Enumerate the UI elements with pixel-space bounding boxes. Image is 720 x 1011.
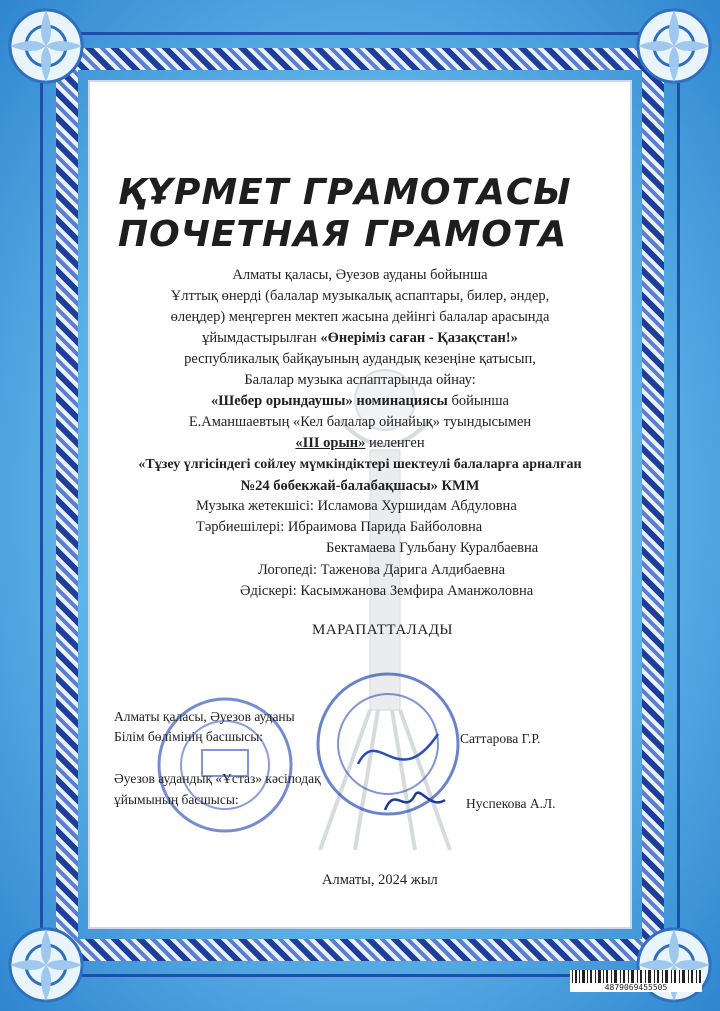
- barcode-icon: [570, 970, 702, 984]
- corner-ornament-icon: [632, 923, 716, 1007]
- union-line1: Әуезов аудандық «Ұстаз» кәсіподақ: [114, 771, 321, 786]
- body-line: «Шебер орындаушы» номинациясы бойынша: [211, 393, 509, 409]
- staff-methodist: Әдіскері: Касымжанова Земфира Аманжоловна: [240, 583, 534, 599]
- award-text: МАРАПАТТАЛАДЫ: [312, 622, 454, 638]
- corner-ornament-icon: [632, 4, 716, 88]
- body-line: өлеңдер) меңгерген мектеп жасына дейінгі балалар арасында: [170, 309, 550, 325]
- body-line: республикалық байқауының аудандық кезеңіне қатысып,: [184, 351, 536, 367]
- body-line: «Тұзеу үлгісіндегі сойлеу мүмкіндіктері шектеулі балаларға арналған: [138, 457, 582, 472]
- union-line2: ұйымының басшысы:: [114, 792, 239, 807]
- body-line: ұйымдастырылған «Өнеріміз саған - Қазақстан!»: [202, 330, 518, 346]
- body-line: Балалар музыка аспаптарында ойнау:: [244, 372, 476, 388]
- title-kazakh: ҚҰРМЕТ ГРАМОТАСЫ: [118, 172, 572, 213]
- dept-line2: Білім бөлімінің басшысы:: [114, 729, 264, 744]
- body-line: Алматы қаласы, Әуезов ауданы бойынша: [232, 267, 488, 283]
- body-line: №24 бөбекжай-балабақшасы» КММ: [240, 478, 480, 494]
- body-line: Е.Аманшаевтың «Кел балалар ойнайық» туындысымен: [188, 414, 532, 430]
- staff-speech-therapist: Логопеді: Таженова Дарига Алдибаевна: [258, 562, 506, 578]
- body-line: «III орын» иеленген: [295, 435, 425, 451]
- dept-line1: Алматы қаласы, Әуезов ауданы: [114, 709, 295, 724]
- staff-teacher-second: Бектамаева Гульбану Куралбаевна: [326, 540, 539, 556]
- body-line: Ұлттық өнерді (балалар музыкалық аспаптары, билер, әндер,: [170, 288, 550, 304]
- corner-ornament-icon: [4, 923, 88, 1007]
- footer-city-year: Алматы, 2024 жыл: [322, 872, 438, 888]
- staff-teachers: Тәрбиешілері: Ибраимова Парида Байболовна: [196, 519, 483, 535]
- title-russian: ПОЧЕТНАЯ ГРАМОТА: [118, 214, 568, 255]
- barcode-number: 4879069455505: [570, 983, 702, 992]
- union-head-name: Нуспекова А.Л.: [466, 796, 556, 811]
- dept-head-name: Саттарова Г.Р.: [460, 731, 541, 746]
- corner-ornament-icon: [4, 4, 88, 88]
- signature-icon: [380, 780, 450, 820]
- barcode: [570, 970, 702, 994]
- staff-music: Музыка жетекшісі: Исламова Хуршидам Абдуловна: [196, 498, 517, 514]
